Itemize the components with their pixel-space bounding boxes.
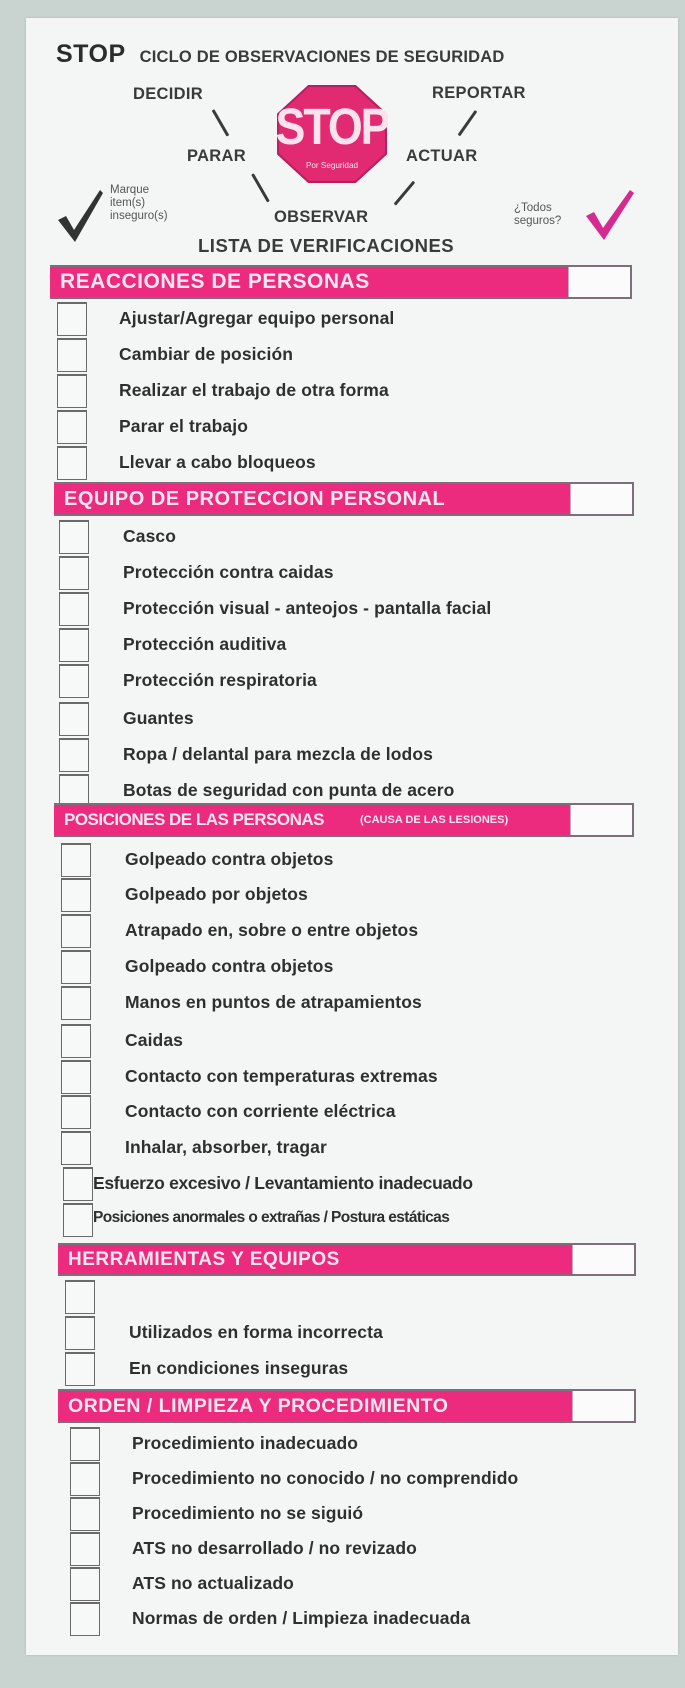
cycle-observar: OBSERVAR (274, 208, 369, 226)
checkbox[interactable] (61, 1024, 91, 1058)
checkbox[interactable] (59, 738, 89, 772)
checklist-item[interactable]: Ajustar/Agregar equipo personal (57, 302, 657, 335)
checklist-item[interactable]: Parar el trabajo (57, 410, 657, 443)
checklist-item[interactable]: Protección respiratoria (59, 664, 659, 697)
checklist-item[interactable]: ATS no actualizado (70, 1567, 670, 1600)
svg-text:STOP: STOP (276, 99, 388, 156)
checkbox[interactable] (61, 986, 91, 1020)
cycle-actuar: ACTUAR (406, 147, 478, 165)
checklist-item[interactable]: Ropa / delantal para mezcla de lodos (59, 738, 659, 771)
checkbox[interactable] (57, 374, 87, 408)
checkbox[interactable] (59, 628, 89, 662)
checkbox[interactable] (61, 950, 91, 984)
section-subnote: (CAUSA DE LAS LESIONES) (360, 814, 509, 826)
checklist-item[interactable]: Llevar a cabo bloqueos (57, 446, 657, 479)
checkbox[interactable] (61, 843, 91, 877)
checkbox[interactable] (59, 664, 89, 698)
checkbox[interactable] (70, 1427, 100, 1461)
checklist-title: LISTA DE VERIFICACIONES (198, 235, 455, 256)
section-count-box[interactable] (572, 1245, 634, 1274)
checklist-item[interactable]: Caidas (61, 1024, 661, 1057)
stop-sign-icon (276, 84, 388, 184)
section-header-posiciones (54, 803, 634, 837)
checklist-item[interactable]: Protección contra caidas (59, 556, 659, 589)
title-subtitle: CICLO DE OBSERVACIONES DE SEGURIDAD (139, 48, 505, 66)
checkbox[interactable] (57, 446, 87, 480)
checkbox[interactable] (61, 1060, 91, 1094)
checklist-item[interactable]: Manos en puntos de atrapamientos (61, 986, 661, 1019)
checklist-item[interactable]: Golpeado contra objetos (61, 950, 661, 983)
section-header-epp (54, 482, 634, 516)
checkbox[interactable] (57, 302, 87, 336)
checklist-item[interactable]: Esfuerzo excesivo / Levantamiento inadecuado (63, 1167, 663, 1200)
checklist-item[interactable]: Cambiar de posición (57, 338, 657, 371)
checkbox[interactable] (70, 1567, 100, 1601)
checklist-item[interactable]: Realizar el trabajo de otra forma (57, 374, 657, 407)
checkbox[interactable] (59, 520, 89, 554)
checklist-item[interactable]: Golpeado contra objetos (61, 843, 661, 876)
checkbox[interactable] (61, 914, 91, 948)
checklist-item[interactable]: Contacto con corriente eléctrica (61, 1095, 661, 1128)
checklist-item[interactable]: Casco (59, 520, 659, 553)
cycle-reportar: REPORTAR (432, 84, 526, 102)
checkbox[interactable] (65, 1316, 95, 1350)
checklist-item[interactable] (65, 1280, 665, 1313)
checkbox[interactable] (70, 1497, 100, 1531)
section-title: ORDEN / LIMPIEZA Y PROCEDIMIENTO (58, 1391, 572, 1421)
checkmark-icon-pink (584, 188, 636, 242)
checkbox[interactable] (70, 1462, 100, 1496)
checklist-item[interactable]: ATS no desarrollado / no revizado (70, 1532, 670, 1565)
note-all-safe: ¿Todos seguros? (514, 202, 562, 227)
section-header-herramientas (58, 1243, 636, 1276)
checkbox[interactable] (70, 1532, 100, 1566)
section-count-box[interactable] (572, 1391, 634, 1421)
checklist-item[interactable]: En condiciones inseguras (65, 1352, 665, 1385)
checkbox[interactable] (63, 1203, 93, 1237)
checkbox[interactable] (57, 338, 87, 372)
section-count-box[interactable] (570, 805, 632, 835)
cycle-decidir: DECIDIR (133, 85, 203, 103)
checkbox[interactable] (59, 556, 89, 590)
checkbox[interactable] (65, 1280, 95, 1314)
checkbox[interactable] (70, 1602, 100, 1636)
title-stop-word: STOP (56, 40, 126, 68)
checklist-item[interactable]: Botas de seguridad con punta de acero (59, 774, 659, 807)
checklist-item[interactable]: Golpeado por objetos (61, 878, 661, 911)
checkbox[interactable] (61, 878, 91, 912)
cycle-parar: PARAR (187, 147, 246, 165)
checkbox[interactable] (63, 1167, 93, 1201)
section-title: POSICIONES DE LAS PERSONAS (CAUSA DE LAS LESIONES) (54, 805, 570, 835)
checklist-item[interactable]: Inhalar, absorber, tragar (61, 1131, 661, 1164)
checklist-item[interactable]: Procedimiento no se siguió (70, 1497, 670, 1530)
checklist-item[interactable]: Procedimiento no conocido / no comprendido (70, 1462, 670, 1495)
note-mark-unsafe: Marque item(s) inseguro(s) (110, 184, 168, 222)
checklist-item[interactable]: Procedimiento inadecuado (70, 1427, 670, 1460)
svg-text:Por Seguridad: Por Seguridad (305, 161, 359, 170)
section-title: HERRAMIENTAS Y EQUIPOS (58, 1245, 572, 1274)
checkbox[interactable] (57, 410, 87, 444)
section-title: REACCIONES DE PERSONAS (50, 267, 568, 297)
checklist-item[interactable]: Posiciones anormales o extrañas / Postura estáticas (63, 1203, 663, 1236)
checkbox[interactable] (61, 1095, 91, 1129)
checklist-item[interactable]: Atrapado en, sobre o entre objetos (61, 914, 661, 947)
checkbox[interactable] (59, 592, 89, 626)
checklist-item[interactable]: Contacto con temperaturas extremas (61, 1060, 661, 1093)
section-header-orden (58, 1389, 636, 1423)
checkbox[interactable] (65, 1352, 95, 1386)
checklist-item[interactable]: Guantes (59, 702, 659, 735)
page-title (56, 40, 504, 69)
section-count-box[interactable] (568, 267, 630, 297)
checkbox[interactable] (61, 1131, 91, 1165)
checkmark-icon-dark (56, 186, 104, 244)
checkbox[interactable] (59, 702, 89, 736)
section-title: EQUIPO DE PROTECCION PERSONAL (54, 484, 570, 514)
checklist-item[interactable]: Protección auditiva (59, 628, 659, 661)
checklist-item[interactable]: Utilizados en forma incorrecta (65, 1316, 665, 1349)
section-header-reacciones (50, 265, 632, 299)
section-count-box[interactable] (570, 484, 632, 514)
checklist-item[interactable]: Protección visual - anteojos - pantalla facial (59, 592, 659, 625)
checklist-item[interactable]: Normas de orden / Limpieza inadecuada (70, 1602, 670, 1635)
